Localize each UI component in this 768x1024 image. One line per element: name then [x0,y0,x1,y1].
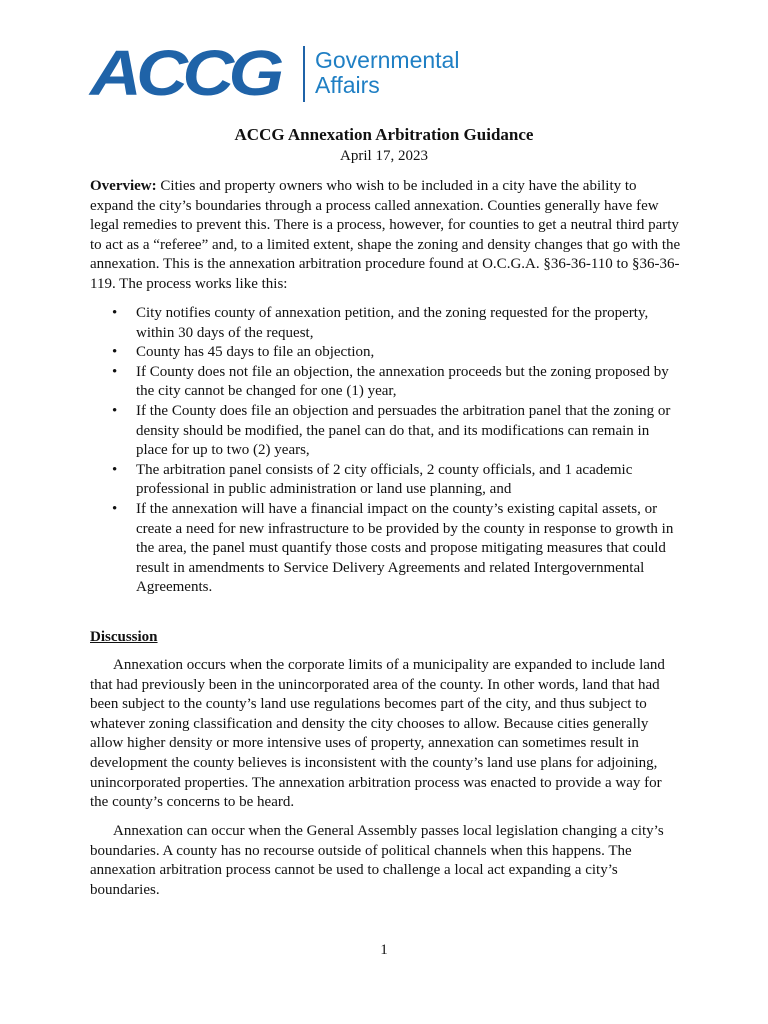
process-bullet-list [90,304,682,598]
logo-mark: ACCG [90,37,279,109]
discussion-paragraph-2: Annexation can occur when the General Assembly passes local legislation changing a city’s boundaries. A county has no recourse outside of political channels when this happens. The annexation arbitration process cannot be used to challenge a local act expanding a city’s boundaries. [90,823,664,898]
accg-logo [90,37,490,109]
logo-text [315,48,459,98]
document-date: April 17, 2023 [340,148,428,164]
overview-text: Cities and property owners who wish to be included in a city have the ability to expand the city’s boundaries through a process called annexation. Counties generally have few legal remedies to prevent this. There is a process, however, for counties to get a neutral third party to act as a “referee” and, to a limited extent, shape the zoning and density changes that go with the annexation. This is the annexation arbitration procedure found at O.C.G.A. §36-36-110 to §36-36-119. The process works like this: [90,178,681,292]
bullet-item: • City notifies county of annexation petition, and the zoning requested for the property, within 30 days of the request, [90,304,682,343]
bullet-item: • If the County does file an objection and persuades the arbitration panel that the zoning or density should be modified, the panel can do that, and its modifications can remain in place for up to two (2) years, [90,402,682,461]
bullet-item: • If County does not file an objection, the annexation proceeds but the zoning proposed by the city cannot be changed for one (1) year, [90,363,682,402]
discussion-paragraph-1: Annexation occurs when the corporate limits of a municipality are expanded to include land that had previously been in the unincorporated area of the county. In other words, land that had been subject to the county’s land use regulations becomes part of the city, and thus subject to whatever zoning classification and density the city chooses to allow. Because cities generally allow higher density or more intensive uses of property, annexation can sometimes result in development the county believes is inconsistent with the county’s land use plans for adjoining, unincorporated properties. The annexation arbitration process was enacted to provide a way for the county’s concerns to be heard. [90,657,665,811]
overview-lead: Overview: [90,178,157,194]
overview-paragraph [90,177,682,295]
bullet-item: • County has 45 days to file an objection, [90,343,682,363]
document-title: ACCG Annexation Arbitration Guidance [234,125,534,144]
logo-divider [303,46,305,102]
bullet-item: • If the annexation will have a financial impact on the county’s existing capital assets, or create a need for new infrastructure to be provided by the county in response to growth in the area, the panel must quantify those costs and propose mitigating measures that could result in amendments to Service Delivery Agreements and related Intergovernmental Agreements. [90,500,682,598]
bullet-item: • The arbitration panel consists of 2 city officials, 2 county officials, and 1 academic professional in public administration or land use planning, and [90,461,682,500]
logo-text-line1: Governmental [315,47,460,73]
page-number: 1 [380,942,388,958]
discussion-heading: Discussion [90,629,158,645]
logo-text-line2: Affairs [315,72,380,98]
